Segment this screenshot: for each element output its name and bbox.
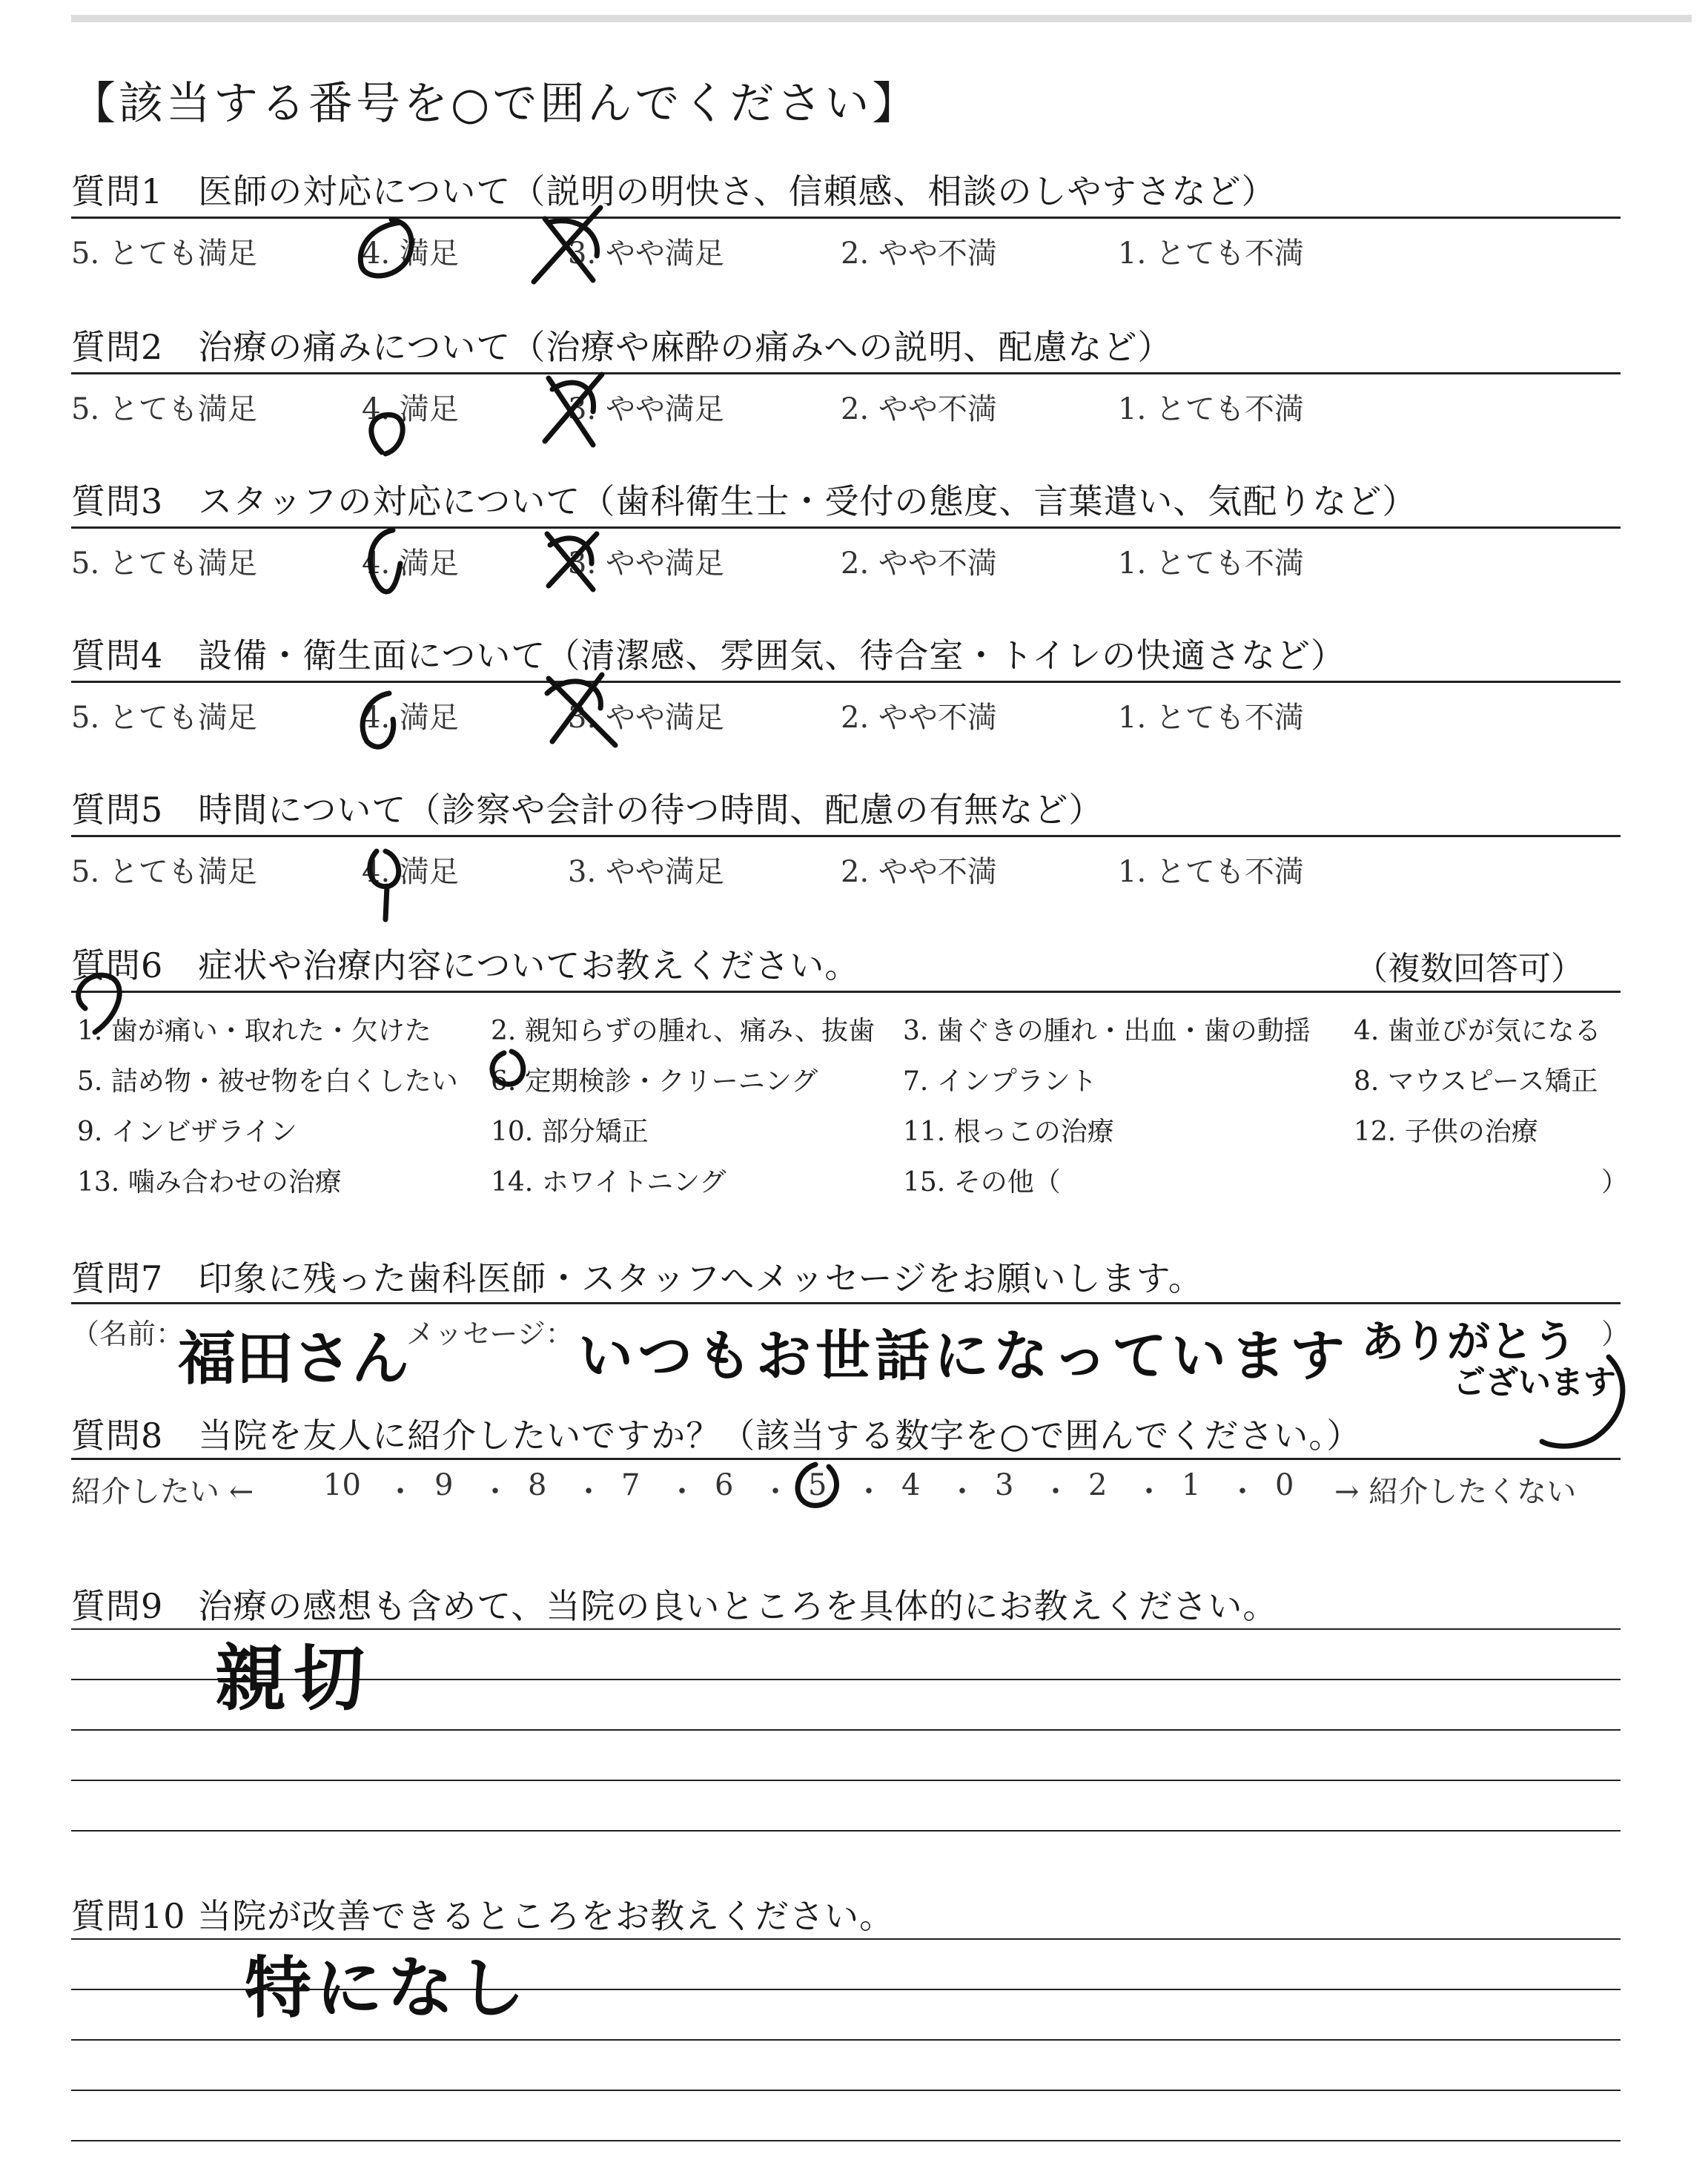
q8-scale-3[interactable]: 3 — [995, 1468, 1014, 1502]
q1-option-4[interactable]: 4. 満足 — [362, 237, 459, 271]
q7-message-answer-2[interactable]: ありがとう — [1361, 1316, 1577, 1367]
q7-message-answer[interactable]: いつもお世話になっています — [578, 1324, 1349, 1388]
q2-option-5[interactable]: 5. とても満足 — [71, 392, 257, 426]
question-6-title: 質問6 症状や治療内容についてお教えください。 — [71, 945, 860, 985]
q7-name-label: （名前： — [71, 1318, 185, 1350]
q6-circle-option-6 — [492, 1051, 523, 1084]
q8-dot-8: ・ — [1041, 1475, 1070, 1509]
q4-circle-mark — [363, 693, 394, 747]
question-3-title: 質問3 スタッフの対応について（歯科衛生士・受付の態度、言葉遣い、気配りなど） — [71, 481, 1417, 521]
q5-option-3[interactable]: 3. やや満足 — [568, 855, 724, 889]
q4-option-4[interactable]: 4. 満足 — [362, 701, 459, 735]
q8-scale-4[interactable]: 4 — [901, 1468, 921, 1502]
q4-option-2[interactable]: 2. やや不満 — [841, 701, 997, 735]
question-9-title: 質問9 治療の感想も含めて、当院の良いところを具体的にお教えください。 — [71, 1586, 1278, 1626]
q5-circle-mark — [370, 851, 399, 919]
q8-circle-mark — [798, 1464, 836, 1505]
q7-message-label: メッセージ： — [406, 1318, 574, 1350]
q4-option-1[interactable]: 1. とても不満 — [1118, 701, 1304, 735]
q3-option-4[interactable]: 4. 満足 — [362, 546, 459, 581]
q8-dot-1: ・ — [385, 1475, 415, 1509]
q8-dot-5: ・ — [761, 1475, 790, 1509]
q4-cross-mark — [547, 675, 615, 745]
q6-option-13[interactable]: 13. 噛み合わせの治療 — [77, 1167, 342, 1198]
q8-scale-0[interactable]: 0 — [1275, 1468, 1294, 1502]
question-8-title: 質問8 当院を友人に紹介したいですか？（該当する数字を○で囲んでください。） — [71, 1416, 1362, 1456]
q4-option-5[interactable]: 5. とても満足 — [71, 701, 257, 735]
q8-scale-10[interactable]: 10 — [323, 1468, 361, 1502]
q8-dot-4: ・ — [667, 1475, 697, 1509]
q8-scale-7[interactable]: 7 — [621, 1468, 640, 1502]
q6-option-3[interactable]: 3. 歯ぐきの腫れ・出血・歯の動揺 — [903, 1016, 1311, 1046]
q3-option-1[interactable]: 1. とても不満 — [1118, 546, 1304, 581]
q6-option-9[interactable]: 9. インビザライン — [77, 1117, 297, 1147]
q6-option-2[interactable]: 2. 親知らずの腫れ、痛み、抜歯 — [491, 1016, 875, 1046]
q2-option-3[interactable]: 3. やや満足 — [568, 392, 724, 426]
q8-scale-6[interactable]: 6 — [715, 1468, 734, 1502]
q3-option-5[interactable]: 5. とても満足 — [71, 546, 257, 581]
q6-option-15-close: ） — [1601, 1167, 1629, 1198]
q5-option-1[interactable]: 1. とても不満 — [1118, 855, 1304, 889]
q6-option-11[interactable]: 11. 根っこの治療 — [903, 1117, 1114, 1147]
q6-option-15[interactable]: 15. その他（ — [903, 1167, 1061, 1198]
q8-scale-5[interactable]: 5 — [808, 1468, 827, 1502]
q5-option-4[interactable]: 4. 満足 — [362, 855, 459, 889]
q1-option-3[interactable]: 3. やや満足 — [568, 237, 724, 271]
q8-right-label: → 紹介したくない — [1334, 1475, 1577, 1509]
q2-circle-mark — [371, 415, 403, 454]
q1-circle-mark — [360, 219, 411, 276]
q6-option-4[interactable]: 4. 歯並びが気になる — [1354, 1016, 1601, 1046]
q2-option-2[interactable]: 2. やや不満 — [841, 392, 997, 426]
q6-option-14[interactable]: 14. ホワイトニング — [491, 1167, 726, 1198]
q7-message-tail-mark — [1542, 1357, 1623, 1446]
question-1-title: 質問1 医師の対応について（説明の明快さ、信頼感、相談のしやすさなど） — [71, 171, 1277, 211]
question-2-title: 質問2 治療の痛みについて（治療や麻酔の痛みへの説明、配慮など） — [71, 327, 1173, 367]
q3-option-3[interactable]: 3. やや満足 — [568, 546, 724, 581]
q7-name-answer[interactable]: 福田さん — [178, 1326, 410, 1393]
q6-option-8[interactable]: 8. マウスピース矯正 — [1354, 1066, 1598, 1097]
question-7-title: 質問7 印象に残った歯科医師・スタッフへメッセージをお願いします。 — [71, 1258, 1203, 1298]
q2-option-1[interactable]: 1. とても不満 — [1118, 392, 1304, 426]
q5-option-2[interactable]: 2. やや不満 — [841, 855, 997, 889]
q8-scale-1[interactable]: 1 — [1182, 1468, 1201, 1502]
q8-dot-10: ・ — [1228, 1475, 1257, 1509]
q6-option-1[interactable]: 1. 歯が痛い・取れた・欠けた — [77, 1016, 431, 1046]
q8-dot-7: ・ — [947, 1475, 977, 1509]
q6-option-6[interactable]: 6. 定期検診・クリーニング — [491, 1066, 818, 1097]
q7-message-answer-3[interactable]: ございます — [1453, 1364, 1616, 1401]
q9-answer[interactable]: 親切 — [215, 1637, 372, 1720]
q1-option-5[interactable]: 5. とても満足 — [71, 237, 257, 271]
q6-option-7[interactable]: 7. インプラント — [903, 1066, 1097, 1097]
q3-cross-mark — [547, 534, 597, 589]
q8-dot-9: ・ — [1134, 1475, 1164, 1509]
page-title: 【該当する番号を○で囲んでください】 — [71, 78, 920, 130]
q1-cross-mark — [534, 208, 600, 282]
q8-dot-3: ・ — [574, 1475, 603, 1509]
q1-option-1[interactable]: 1. とても不満 — [1118, 237, 1304, 271]
q2-cross-mark — [545, 374, 602, 445]
q10-answer[interactable]: 特になし — [245, 1949, 529, 2027]
q1-option-2[interactable]: 2. やや不満 — [841, 237, 997, 271]
q8-scale-2[interactable]: 2 — [1088, 1468, 1108, 1502]
q6-multiple-note: （複数回答可） — [1355, 950, 1583, 988]
q8-dot-2: ・ — [480, 1475, 510, 1509]
q8-left-label: 紹介したい ← — [71, 1475, 254, 1509]
q8-dot-6: ・ — [854, 1475, 884, 1509]
q6-option-10[interactable]: 10. 部分矯正 — [491, 1117, 649, 1147]
q5-option-5[interactable]: 5. とても満足 — [71, 855, 257, 889]
q2-option-4[interactable]: 4. 満足 — [362, 392, 459, 426]
question-4-title: 質問4 設備・衛生面について（清潔感、雰囲気、待合室・トイレの快適さなど） — [71, 635, 1346, 676]
q4-option-3[interactable]: 3. やや満足 — [568, 701, 724, 735]
q3-option-2[interactable]: 2. やや不満 — [841, 546, 997, 581]
q6-option-12[interactable]: 12. 子供の治療 — [1354, 1117, 1538, 1147]
q8-scale-8[interactable]: 8 — [528, 1468, 547, 1502]
q6-option-5[interactable]: 5. 詰め物・被せ物を白くしたい — [77, 1066, 458, 1097]
question-10-title: 質問10 当院が改善できるところをお教えください。 — [71, 1896, 895, 1936]
question-5-title: 質問5 時間について（診察や会計の待つ時間、配慮の有無など） — [71, 790, 1104, 830]
q8-scale-9[interactable]: 9 — [434, 1468, 454, 1502]
q3-circle-mark — [371, 530, 400, 592]
q6-circle-option-1 — [79, 975, 120, 1032]
q7-close-paren: ） — [1601, 1318, 1630, 1350]
